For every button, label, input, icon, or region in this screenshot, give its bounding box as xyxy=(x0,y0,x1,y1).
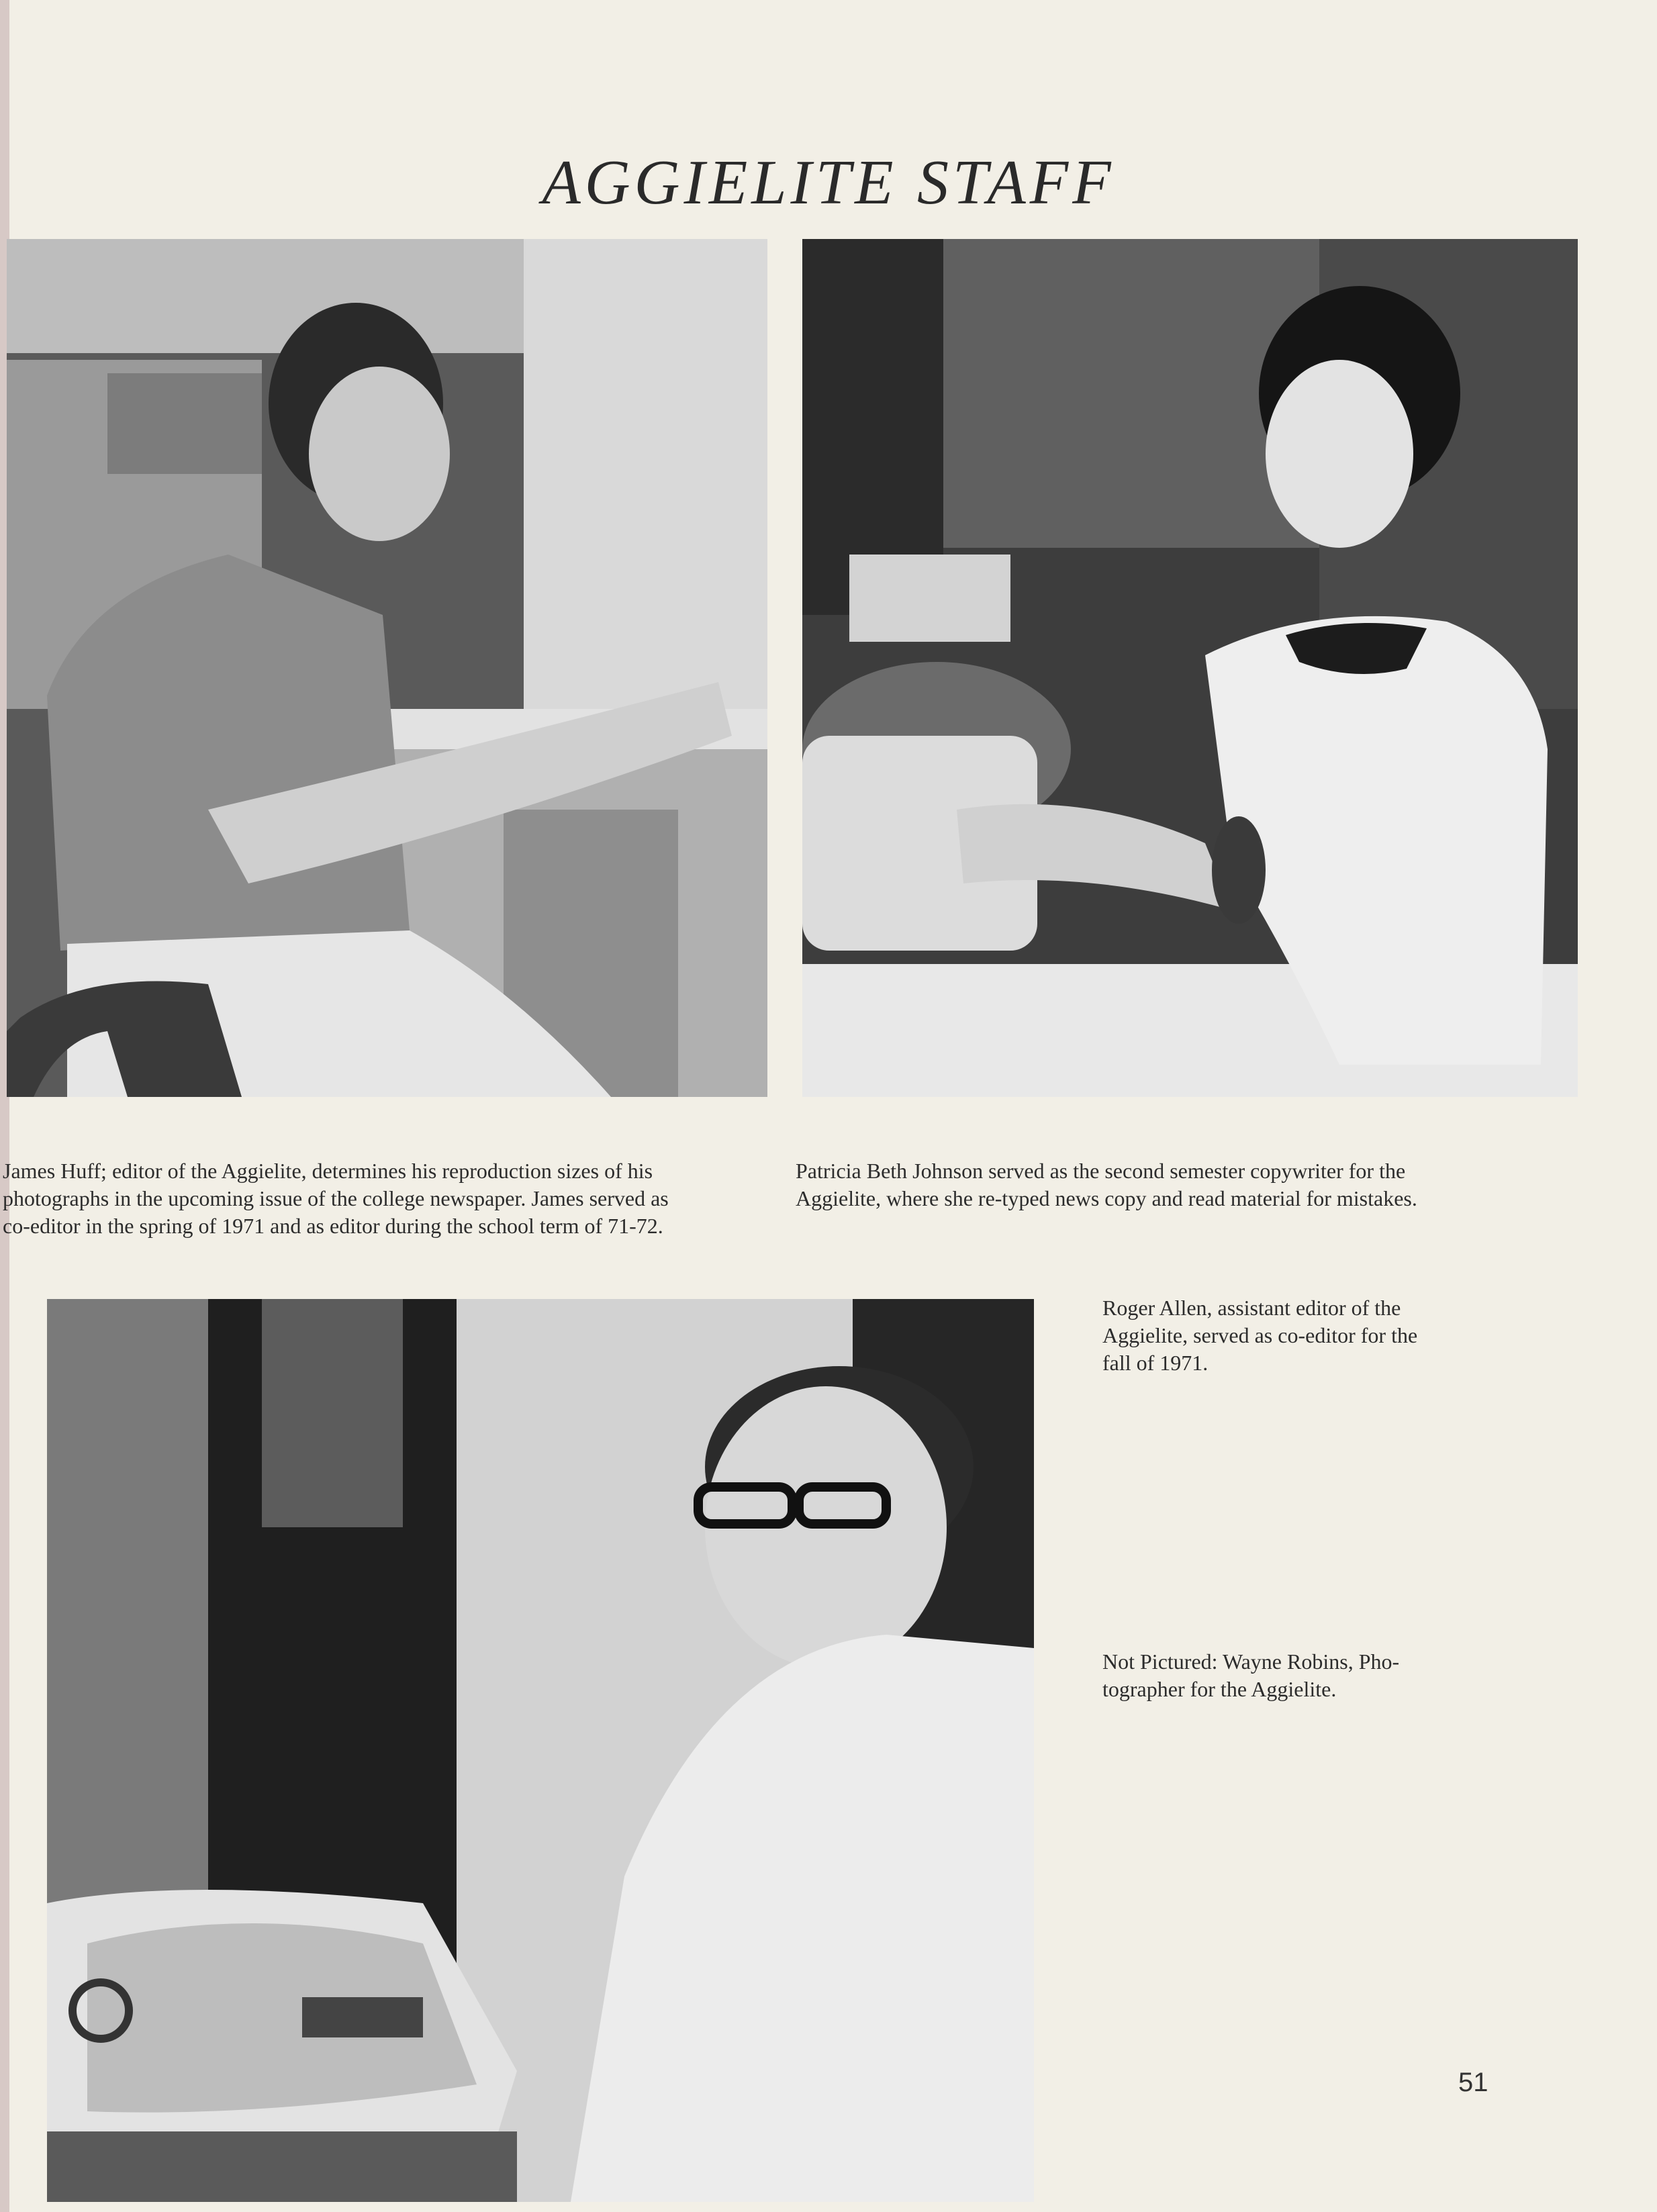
caption-line: Aggielite, where she re-typed news copy and read material for mistakes. xyxy=(796,1186,1417,1210)
caption-patricia-johnson xyxy=(796,1157,1566,1212)
caption-not-pictured xyxy=(1102,1648,1473,1703)
caption-roger-allen xyxy=(1102,1294,1473,1377)
caption-line: co-editor in the spring of 1971 and as editor during the school term of 71-72. xyxy=(3,1214,663,1238)
caption-line: photographs in the upcoming issue of the college newspaper. James served as xyxy=(3,1186,669,1210)
caption-line: fall of 1971. xyxy=(1102,1351,1209,1375)
caption-line: Aggielite, served as co-editor for the xyxy=(1102,1323,1418,1347)
page-number: 51 xyxy=(1458,2068,1488,2097)
photo-roger-allen xyxy=(47,1299,1034,2202)
caption-line: Not Pictured: Wayne Robins, Pho- xyxy=(1102,1649,1400,1674)
photo-james-huff xyxy=(7,239,767,1097)
page-title: AGGIELITE STAFF xyxy=(542,148,1115,218)
caption-line: Roger Allen, assistant editor of the xyxy=(1102,1296,1401,1320)
photo-patricia-johnson xyxy=(802,239,1578,1097)
caption-line: tographer for the Aggielite. xyxy=(1102,1677,1337,1701)
caption-line: Patricia Beth Johnson served as the second semester copywriter for the xyxy=(796,1159,1406,1183)
caption-james-huff xyxy=(3,1157,767,1240)
caption-line: James Huff; editor of the Aggielite, determines his reproduction sizes of his xyxy=(3,1159,653,1183)
